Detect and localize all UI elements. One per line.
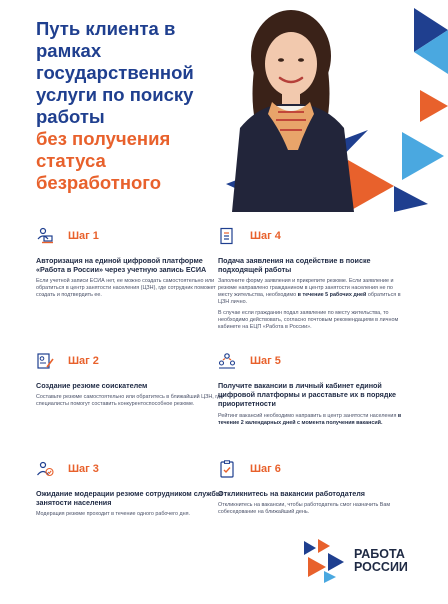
step-5: [218, 350, 408, 431]
title-main: Путь клиента в рамках государственной услуги по поиску работы: [36, 18, 194, 127]
step-4: [218, 225, 408, 335]
step-label: Шаг 5: [250, 355, 281, 367]
step-label: Шаг 6: [250, 463, 281, 475]
step-6: [218, 458, 408, 520]
hero-illustration: [218, 0, 448, 212]
laptop-user-icon: [36, 227, 54, 245]
step-1: [36, 225, 226, 303]
step-3: [36, 458, 226, 522]
step-label: Шаг 1: [68, 230, 99, 242]
step-label: Шаг 4: [250, 230, 281, 242]
step-text: Модерация резюме проходит в течение одного рабочего дня.: [36, 511, 190, 518]
step-label: Шаг 3: [68, 463, 99, 475]
logo-wordmark: РАБОТА РОССИИ: [354, 547, 408, 574]
title-accent: без получения статуса безработного: [36, 128, 171, 193]
step-text: Если учетной записи ЕСИА нет, ее можно создать самостоятельно или обратиться в центр занятости населения (ЦЗН), где сотрудник поможет создать и подтвердить ее.: [36, 278, 216, 299]
moderation-check-icon: [36, 460, 54, 478]
rabota-rossii-logo: [304, 536, 424, 586]
step-text: В случае если гражданин подал заявление по месту жительства, то необходимо действовать, согласно почтовым рекомендациям в личном кабинете на ЕЦП «Работа в России».: [218, 310, 399, 331]
step-title: Подача заявления на содействие в поиске подходящей работы: [218, 256, 371, 275]
page-title: [36, 18, 226, 194]
step-title: Создание резюме соискателем: [36, 381, 148, 390]
step-title: Авторизация на единой цифровой платформе «Работа в России» через учетную запись ЕСИА: [36, 256, 207, 275]
step-2: [36, 350, 226, 412]
vacancies-people-icon: [218, 352, 236, 370]
logo-triangles-icon: [304, 539, 348, 583]
step-title: Ожидание модерации резюме сотрудником службы занятости населения: [36, 489, 222, 508]
triangle-shape: [394, 186, 428, 212]
step-title: Получите вакансии в личный кабинет единой цифровой платформы и расставьте их в порядке приоритетности: [218, 381, 397, 409]
document-list-icon: [218, 227, 236, 245]
checklist-icon: [218, 460, 236, 478]
step-text: Составьте резюме самостоятельно или обратитесь в ближайший ЦЗН, где специалисты помогут составить конкурентоспособное резюме.: [36, 394, 224, 408]
triangle-shape: [348, 160, 394, 212]
resume-edit-icon: [36, 352, 54, 370]
step-text: Откликнитесь на вакансии, чтобы работодатель смог назначить Вам собеседование на ближайший день.: [218, 502, 391, 516]
step-text: Заполните форму заявления и прикрепите резюме. Если заявление и резюме направлено гражданином в центр занятости населения не по месту жительства, необходимо в течение 5 рабочих дней обратиться в ЦЗН лично.: [218, 278, 401, 306]
step-text: Рейтинг вакансий необходимо направить в центр занятости населения в течение 2 календарных дней с момента получения вакансий.: [218, 412, 402, 426]
portrait-face: [265, 32, 317, 96]
triangle-shape: [420, 90, 448, 122]
triangle-shape: [402, 132, 444, 180]
step-label: Шаг 2: [68, 355, 99, 367]
step-title: Откликнитесь на вакансии работодателя: [218, 489, 365, 498]
